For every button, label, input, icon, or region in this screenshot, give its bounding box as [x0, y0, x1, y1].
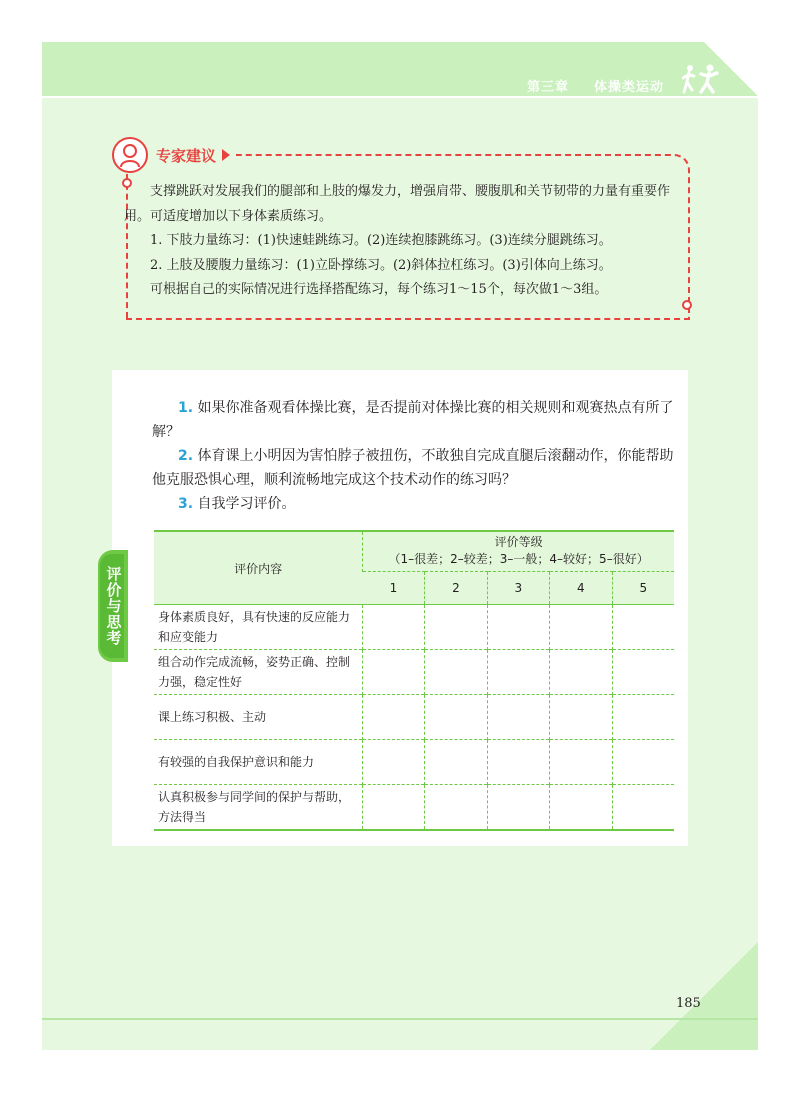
runners-icon	[682, 64, 726, 96]
table-row	[154, 650, 674, 695]
rating-cell[interactable]	[487, 650, 549, 695]
expert-title: 专家建议	[156, 146, 217, 165]
table-row	[154, 605, 674, 650]
expert-paragraph: 可根据自己的实际情况进行选择搭配练习，每个练习1～15个，每次做1～3组。	[150, 282, 608, 297]
header-divider	[42, 96, 758, 98]
footer-line	[42, 1018, 758, 1020]
rating-cell[interactable]	[550, 650, 612, 695]
level-5: 5	[612, 571, 674, 604]
expert-paragraph: 支撑跳跃对发展我们的腿部和上肢的爆发力，增强肩带、腰腹肌和关节韧带的力量有重要作用。可适度增加以下身体素质练习。	[124, 184, 671, 224]
rating-cell[interactable]	[425, 695, 487, 740]
rating-cell[interactable]	[363, 740, 425, 785]
rating-cell[interactable]	[550, 740, 612, 785]
rating-cell[interactable]	[487, 695, 549, 740]
expert-paragraph: 1. 下肢力量练习：(1)快速蛙跳练习。(2)连续抱膝跳练习。(3)连续分腿跳练习。	[150, 233, 612, 248]
table-row	[154, 740, 674, 785]
self-evaluation-table	[154, 530, 674, 831]
section-tab-label: 评价与思考	[104, 566, 123, 646]
rating-cell[interactable]	[612, 650, 674, 695]
rating-cell[interactable]	[363, 785, 425, 831]
level-2: 2	[425, 571, 487, 604]
expert-paragraph: 2. 上肢及腰腹力量练习：(1)立卧撑练习。(2)斜体拉杠练习。(3)引体向上练习。	[150, 257, 612, 273]
arrow-right-icon	[222, 149, 230, 161]
level-1: 1	[363, 571, 425, 604]
textbook-page	[42, 42, 758, 1050]
expert-advice	[112, 138, 692, 322]
expert-avatar-icon	[112, 137, 148, 173]
criterion: 组合动作完成流畅，姿势正确、控制力强，稳定性好	[154, 650, 363, 695]
content-header: 评价内容	[154, 531, 363, 605]
question-text: 体育课上小明因为害怕脖子被扭伤，不敢独自完成直腿后滚翻动作，你能帮助他克服恐惧心理，顺利流畅地完成这个技术动作的练习吗？	[152, 448, 674, 488]
question-2	[152, 444, 682, 492]
rating-cell[interactable]	[487, 785, 549, 831]
rating-cell[interactable]	[425, 740, 487, 785]
question-number: 3.	[178, 496, 194, 512]
rating-cell[interactable]	[550, 605, 612, 650]
bottom-corner-decoration	[650, 942, 758, 1050]
question-1	[152, 396, 682, 444]
criterion: 认真积极参与同学间的保护与帮助，方法得当	[154, 785, 363, 831]
rating-cell[interactable]	[425, 605, 487, 650]
rating-cell[interactable]	[612, 785, 674, 831]
rating-cell[interactable]	[487, 740, 549, 785]
expert-heading	[112, 138, 236, 172]
question-number: 2.	[178, 448, 194, 464]
criterion: 课上练习积极、主动	[154, 695, 363, 740]
section-tab	[98, 550, 128, 662]
question-number: 1.	[178, 400, 194, 416]
question-text: 如果你准备观看体操比赛，是否提前对体操比赛的相关规则和观赛热点有所了解？	[152, 400, 674, 440]
criterion: 身体素质良好，具有快速的反应能力和应变能力	[154, 605, 363, 650]
rating-cell[interactable]	[425, 785, 487, 831]
rating-cell[interactable]	[612, 740, 674, 785]
page-number: 185	[676, 996, 701, 1011]
rating-cell[interactable]	[363, 605, 425, 650]
level-header	[363, 531, 674, 571]
rating-cell[interactable]	[612, 605, 674, 650]
rating-cell[interactable]	[550, 785, 612, 831]
rating-cell[interactable]	[612, 695, 674, 740]
expert-body	[124, 180, 684, 303]
criterion: 有较强的自我保护意识和能力	[154, 740, 363, 785]
level-3: 3	[487, 571, 549, 604]
rating-cell[interactable]	[425, 650, 487, 695]
rating-cell[interactable]	[487, 605, 549, 650]
rating-cell[interactable]	[550, 695, 612, 740]
table-row	[154, 785, 674, 831]
reflection-panel	[112, 370, 688, 846]
question-text: 自我学习评价。	[197, 496, 296, 512]
level-4: 4	[550, 571, 612, 604]
chapter-number: 第三章	[527, 80, 570, 95]
level-legend: （1–很差；2–较差；3–一般；4–较好；5–很好）	[388, 552, 649, 567]
question-3	[152, 492, 682, 516]
level-title: 评价等级	[494, 535, 543, 550]
table-row	[154, 695, 674, 740]
rating-cell[interactable]	[363, 695, 425, 740]
rating-cell[interactable]	[363, 650, 425, 695]
chapter-title: 体操类运动	[594, 80, 665, 95]
